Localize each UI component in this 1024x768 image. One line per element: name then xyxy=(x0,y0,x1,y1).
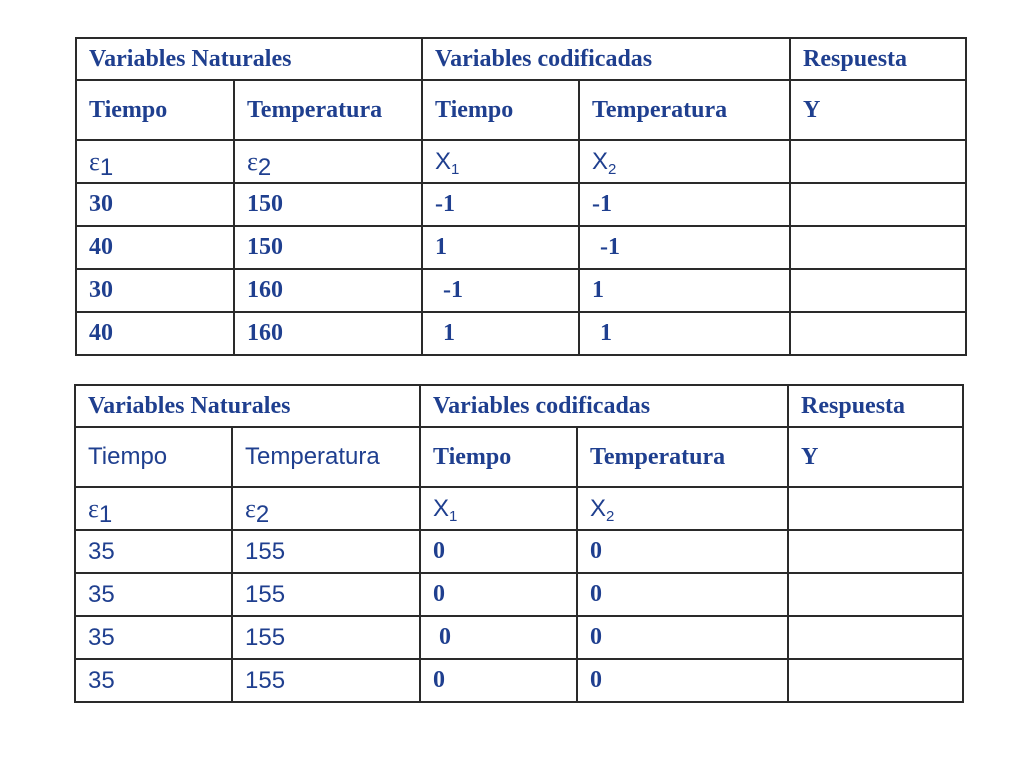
symbol-x-1: $X_1$ xyxy=(420,487,577,530)
cell-tiempo: 35 xyxy=(75,573,232,616)
table-row xyxy=(75,530,963,573)
subheader-temperatura-coded: Temperatura xyxy=(577,427,788,487)
cell-x1: 1 xyxy=(422,312,579,355)
design-table-factorial xyxy=(75,37,967,356)
table-row xyxy=(76,312,966,355)
table-row xyxy=(76,226,966,269)
header-variables-codificadas: Variables codificadas xyxy=(420,385,788,427)
cell-tiempo: 30 xyxy=(76,269,234,312)
symbol-epsilon-1: $\varepsilon_1$ xyxy=(76,140,234,183)
cell-tiempo: 40 xyxy=(76,226,234,269)
cell-x1: 1 xyxy=(422,226,579,269)
cell-x1: 0 xyxy=(420,530,577,573)
cell-temperatura: 160 xyxy=(234,269,422,312)
cell-temperatura: 155 xyxy=(232,659,420,702)
subheader-temperatura: Temperatura xyxy=(232,427,420,487)
table-header-row xyxy=(75,385,963,427)
table-row xyxy=(75,573,963,616)
symbol-epsilon-1: $\varepsilon_1$ xyxy=(75,487,232,530)
header-variables-naturales: Variables Naturales xyxy=(76,38,422,80)
table-row xyxy=(76,183,966,226)
cell-x2: 1 xyxy=(579,312,790,355)
symbol-empty xyxy=(790,140,966,183)
subheader-tiempo: Tiempo xyxy=(75,427,232,487)
subheader-y: Y xyxy=(790,80,966,140)
cell-tiempo: 40 xyxy=(76,312,234,355)
cell-x2: -1 xyxy=(579,183,790,226)
subheader-temperatura-coded: Temperatura xyxy=(579,80,790,140)
subheader-tiempo-coded: Tiempo xyxy=(420,427,577,487)
cell-x1: 0 xyxy=(420,616,577,659)
cell-temperatura: 155 xyxy=(232,573,420,616)
table-symbol-row xyxy=(76,140,966,183)
header-variables-naturales: Variables Naturales xyxy=(75,385,420,427)
symbol-epsilon-2: $\varepsilon_2$ xyxy=(234,140,422,183)
cell-tiempo: 30 xyxy=(76,183,234,226)
cell-x1: -1 xyxy=(422,183,579,226)
subheader-tiempo-coded: Tiempo xyxy=(422,80,579,140)
table-row xyxy=(75,616,963,659)
cell-temperatura: 150 xyxy=(234,226,422,269)
cell-temperatura: 150 xyxy=(234,183,422,226)
table-subheader-row xyxy=(76,80,966,140)
header-respuesta: Respuesta xyxy=(788,385,963,427)
subheader-tiempo: Tiempo xyxy=(76,80,234,140)
symbol-x-1: $X_1$ xyxy=(422,140,579,183)
cell-x2: 1 xyxy=(579,269,790,312)
symbol-empty xyxy=(788,487,963,530)
symbol-epsilon-2: $\varepsilon_2$ xyxy=(232,487,420,530)
cell-y xyxy=(788,573,963,616)
cell-x2: 0 xyxy=(577,616,788,659)
cell-y xyxy=(788,659,963,702)
cell-x2: -1 xyxy=(579,226,790,269)
cell-x2: 0 xyxy=(577,659,788,702)
symbol-x-2: $X_2$ xyxy=(579,140,790,183)
table-header-row xyxy=(76,38,966,80)
cell-x2: 0 xyxy=(577,573,788,616)
cell-y xyxy=(790,226,966,269)
cell-x1: -1 xyxy=(422,269,579,312)
subheader-y: Y xyxy=(788,427,963,487)
design-table-center-points xyxy=(74,384,964,703)
cell-temperatura: 160 xyxy=(234,312,422,355)
cell-temperatura: 155 xyxy=(232,530,420,573)
cell-y xyxy=(790,312,966,355)
table-row xyxy=(76,269,966,312)
cell-x1: 0 xyxy=(420,659,577,702)
subheader-temperatura: Temperatura xyxy=(234,80,422,140)
cell-tiempo: 35 xyxy=(75,659,232,702)
table-subheader-row xyxy=(75,427,963,487)
cell-tiempo: 35 xyxy=(75,616,232,659)
header-variables-codificadas: Variables codificadas xyxy=(422,38,790,80)
cell-y xyxy=(790,269,966,312)
cell-x2: 0 xyxy=(577,530,788,573)
cell-y xyxy=(788,530,963,573)
header-respuesta: Respuesta xyxy=(790,38,966,80)
cell-y xyxy=(790,183,966,226)
table-row xyxy=(75,659,963,702)
symbol-x-2: $X_2$ xyxy=(577,487,788,530)
table-symbol-row xyxy=(75,487,963,530)
cell-temperatura: 155 xyxy=(232,616,420,659)
cell-tiempo: 35 xyxy=(75,530,232,573)
cell-y xyxy=(788,616,963,659)
cell-x1: 0 xyxy=(420,573,577,616)
